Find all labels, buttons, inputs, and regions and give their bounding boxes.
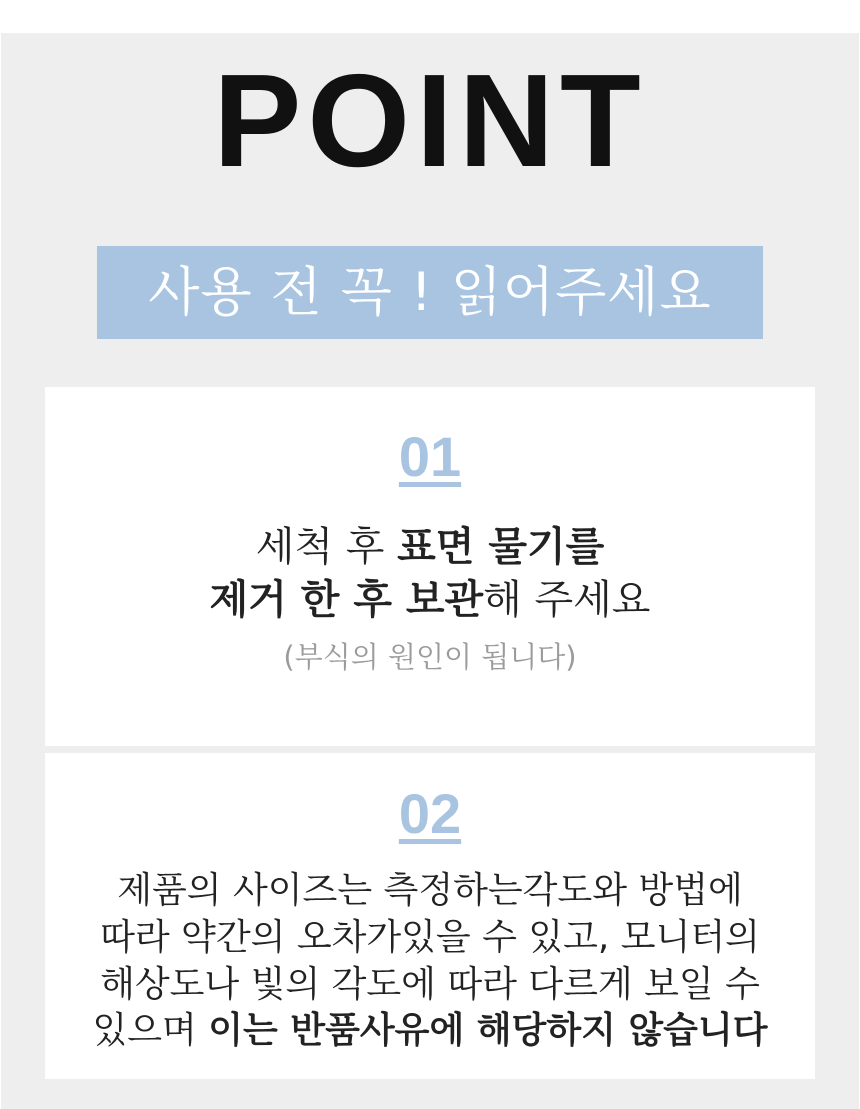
text-bold: 이는 반품사유에 해당하지 않습니다 <box>208 1010 768 1052</box>
text-plain: 제품의 사이즈는 측정하는각도와 방법에 <box>117 870 743 911</box>
point-body-01 <box>45 521 815 627</box>
subtitle-text: 사용 전 꼭 ! 읽어주세요 <box>148 262 712 323</box>
text-bold: 제거 한 후 보관 <box>209 577 484 624</box>
point-line <box>71 962 789 1009</box>
text-bold: 표면 물기를 <box>397 524 605 570</box>
point-body-02 <box>45 868 815 1055</box>
point-line <box>45 574 815 627</box>
text-plain: 세척 후 <box>255 524 398 570</box>
point-number-02: 02 <box>398 782 462 845</box>
text-plain: 해 주세요 <box>483 577 651 624</box>
point-line <box>45 521 815 574</box>
text-plain: 따라 약간의 오차가있을 수 있고, 모니터의 <box>100 916 760 958</box>
point-line <box>71 915 789 962</box>
subtitle-banner <box>97 246 763 339</box>
point-number-01: 01 <box>398 425 462 488</box>
point-card-02 <box>45 753 815 1079</box>
point-card-01 <box>45 387 815 746</box>
page-title: POINT <box>213 47 647 194</box>
point-line <box>71 1008 789 1055</box>
point-line <box>71 868 789 915</box>
point-note-01: (부식의 원인이 됩니다) <box>283 640 577 675</box>
text-plain: 해상도나 빛의 각도에 따라 다르게 보일 수 <box>100 963 760 1005</box>
text-plain: 있으며 <box>92 1010 209 1052</box>
